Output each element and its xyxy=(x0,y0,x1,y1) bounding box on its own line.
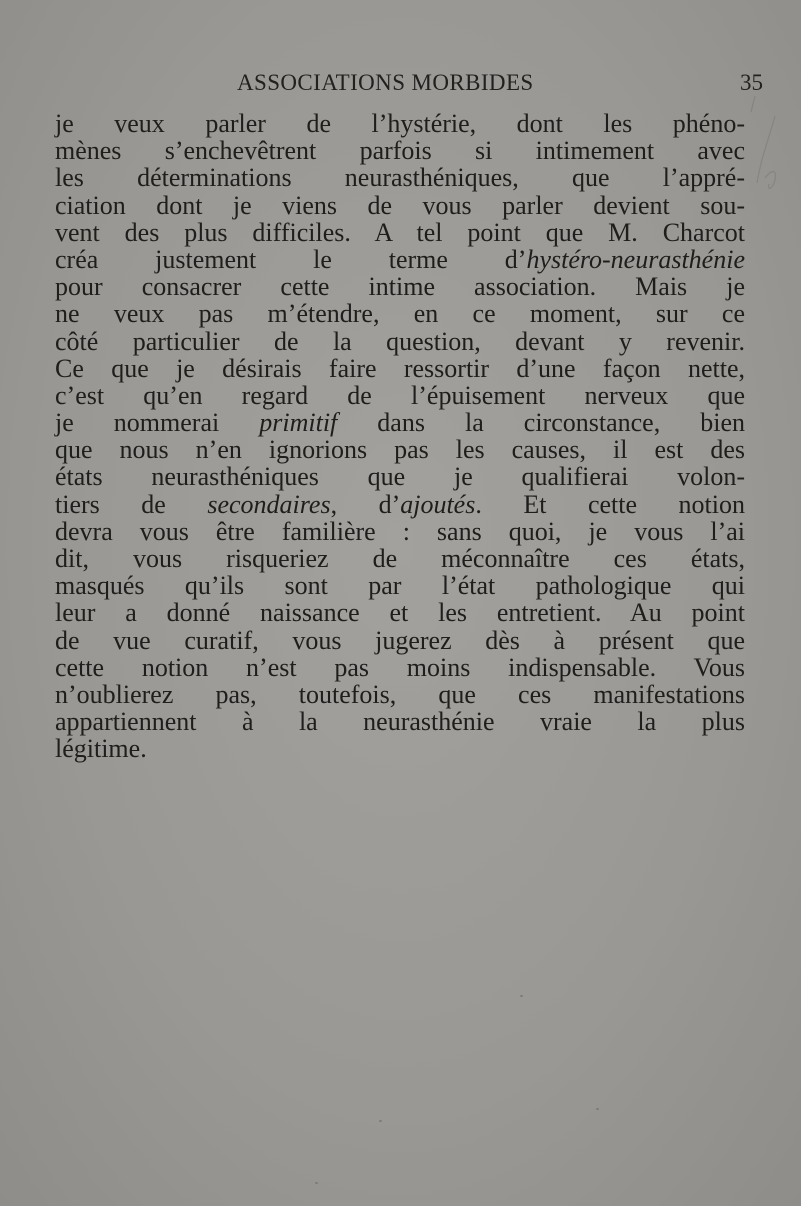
text-line: états neurasthéniques que je qualifierai volon- xyxy=(55,462,745,492)
text-line: c’est qu’en regard de l’épuisement nerveux que xyxy=(55,380,745,410)
text-line: Ce que je désirais faire ressortir d’une façon nette, xyxy=(55,353,745,383)
italic-term: primitif xyxy=(259,408,338,438)
italic-term: hystéro-neurasthénie xyxy=(526,244,745,274)
paper-speck xyxy=(315,1182,318,1184)
italic-term: ajoutés xyxy=(400,489,476,519)
paper-speck xyxy=(379,1120,382,1122)
text-line xyxy=(55,246,745,273)
text-line: cette notion n’est pas moins indispensable. Vous xyxy=(55,652,745,682)
text-line: les déterminations neurasthéniques, que l’appré- xyxy=(55,163,745,193)
text-segment: créa justement le terme xyxy=(55,244,505,274)
text-line: vent des plus difficiles. A tel point que M. Charcot xyxy=(55,217,745,247)
text-line: leur a donné naissance et les entretient. Au point xyxy=(55,598,745,628)
text-line: n’oublierez pas, toutefois, que ces manifestations xyxy=(55,679,745,709)
text-line: devra vous être familière : sans quoi, je vous l’ai xyxy=(55,516,745,546)
running-title: ASSOCIATIONS MORBIDES xyxy=(237,70,534,95)
text-segment: tiers de xyxy=(55,489,208,519)
text-line xyxy=(55,491,745,518)
text-line: je veux parler de l’hystérie, dont les phéno- xyxy=(55,109,745,138)
text-line: légitime. xyxy=(55,734,147,764)
text-segment: . Et cette notion xyxy=(475,489,745,519)
text-segment: dans la circonstance, bien xyxy=(337,408,745,438)
text-line: pour consacrer cette intime association. Mais je xyxy=(55,272,745,302)
pencil-mark xyxy=(747,88,787,218)
text-segment: je nommerai xyxy=(55,408,260,438)
text-line: que nous n’en ignorions pas les causes, il est des xyxy=(55,435,745,465)
italic-term: secondaires xyxy=(207,489,331,519)
text-line: masqués qu’ils sont par l’état pathologique qui xyxy=(55,571,745,601)
page-number: 35 xyxy=(740,70,763,95)
text-line: côté particulier de la question, devant y revenir. xyxy=(55,326,745,356)
text-line: de vue curatif, vous jugerez dès à présent que xyxy=(55,625,745,655)
paper-speck xyxy=(596,1108,599,1110)
running-header xyxy=(0,70,801,102)
text-segment: d’ xyxy=(504,244,527,274)
text-line: appartiennent à la neurasthénie vraie la plus xyxy=(55,707,745,737)
text-line: ne veux pas m’étendre, en ce moment, sur ce xyxy=(55,299,745,329)
text-line: mènes s’enchevêtrent parfois si intimement avec xyxy=(55,136,745,166)
text-line: ciation dont je viens de vous parler devient sou- xyxy=(55,190,745,220)
body-paragraph xyxy=(55,110,745,763)
text-line: dit, vous risqueriez de méconnaître ces états, xyxy=(55,544,745,573)
text-line xyxy=(55,409,745,436)
paper-speck xyxy=(520,995,523,997)
text-segment: , d’ xyxy=(330,489,401,519)
